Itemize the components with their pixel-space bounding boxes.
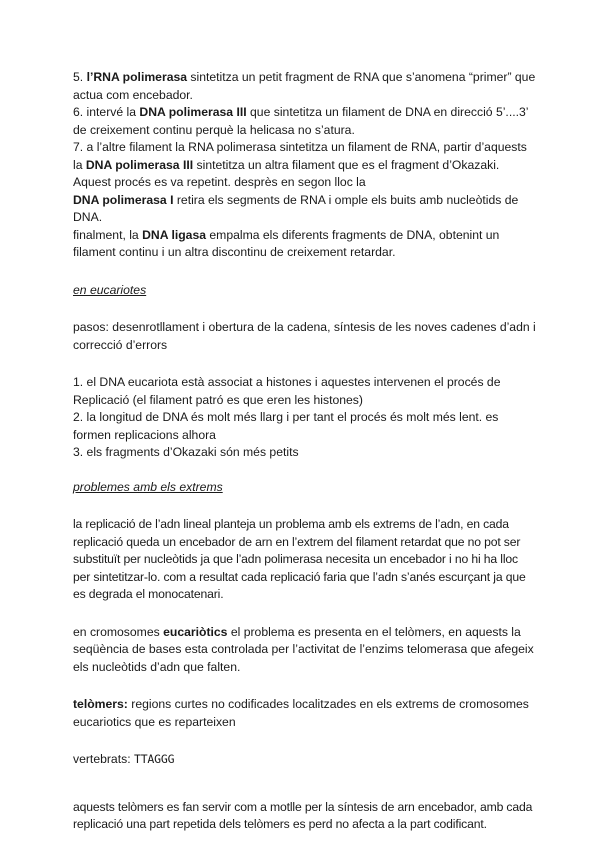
bold-term: DNA polimerasa I xyxy=(73,192,174,207)
paragraph-text: 7. a l’altre filament la RNA polimerasa sintetitza un filament de RNA, partir d’aquests la xyxy=(73,140,527,172)
section-heading-eucariotes: en eucariotes xyxy=(73,282,147,297)
paragraph-text: que sintetitza un filament de DNA en direcció 5’....3’ de creixement continu perquè la helicasa no s’atura. xyxy=(73,105,529,137)
bold-term: eucariòtics xyxy=(163,624,228,639)
paragraph-step-6 xyxy=(73,104,538,139)
bold-term: DNA ligasa xyxy=(142,227,206,242)
paragraph-pasos: pasos: desenrotllament i obertura de la cadena, síntesis de les noves cadenes d’adn i correcció d’errors xyxy=(73,320,536,352)
paragraph-vertebrats xyxy=(73,751,538,769)
paragraph-cromosomes xyxy=(73,624,538,677)
paragraph-text: Aquest procés es va repetint. desprès en segon lloc la xyxy=(73,175,366,189)
paragraph-text: retira els segments de RNA i omple els buits amb nucleòtids de DNA. xyxy=(73,192,519,224)
paragraph-text: sintetitza un altra filament que es el fragment d’Okazaki. xyxy=(193,157,500,172)
list-item: 3. els fragments d’Okazaki són més petits xyxy=(73,445,299,459)
bold-term: telòmers: xyxy=(73,697,128,711)
telomere-sequence: TTAGGG xyxy=(133,752,175,766)
paragraph-text: vertebrats: xyxy=(73,752,134,766)
paragraph-final: aquests telòmers es fan servir com a motlle per la síntesis de arn encebador, amb cada replicació una part repetida dels telòmers es perd no afecta a la part codificant. xyxy=(73,799,533,831)
paragraph-step-5 xyxy=(73,69,538,104)
bold-term: l’RNA polimerasa xyxy=(86,70,188,84)
paragraph-text: finalment, la xyxy=(73,227,143,242)
paragraph-telomers xyxy=(73,696,538,731)
bold-term: DNA polimerasa III xyxy=(85,157,194,172)
paragraph-text: 6. intervé la xyxy=(73,105,140,119)
paragraph-text: en cromosomes xyxy=(73,624,164,639)
paragraph-replicacio: la replicació de l’adn lineal planteja un problema amb els extrems de l’adn, en cada replicació queda un encebador de arn en l’extrem del filament retardat que no pot ser substituït per nucleòtids ja que l’adn polimerasa necesita un encebador i no hi ha lloc per sintetitzar-lo. com a resultat cada replicació faria que l’adn s’anés escurçant ja que es degrada el monocatenari. xyxy=(73,517,526,601)
paragraph-step-7 xyxy=(73,139,538,227)
paragraph-text: el problema es presenta en el telòmers, en aquests la seqüència de bases esta controlada per l’activitat de l’enzims telomerasa que afegeix els nucleòtids d’adn que falten. xyxy=(73,624,534,674)
bold-term: DNA polimerasa III xyxy=(139,105,247,119)
paragraph-text: regions curtes no codificades localitzades en els extrems de cromosomes eucariotics que es reparteixen xyxy=(73,697,529,729)
list-item: 1. el DNA eucariota està associat a histones i aquestes intervenen el procés de Replicació (el filament patró es que eren les histones) xyxy=(73,375,501,407)
paragraph-final-step xyxy=(73,227,538,262)
section-heading-extrems: problemes amb els extrems xyxy=(73,479,223,494)
paragraph-text: empalma els diferents fragments de DNA, obtenint un filament continu i un altra discontinu de creixement retardar. xyxy=(73,227,500,259)
step-number: 5. xyxy=(73,70,87,84)
list-item: 2. la longitud de DNA és molt més llarg i per tant el procés és molt més lent. es formen replicacions alhora xyxy=(73,410,499,442)
paragraph-text: sintetitza un petit fragment de RNA que s’anomena “primer” que actua com encebador. xyxy=(73,70,536,102)
